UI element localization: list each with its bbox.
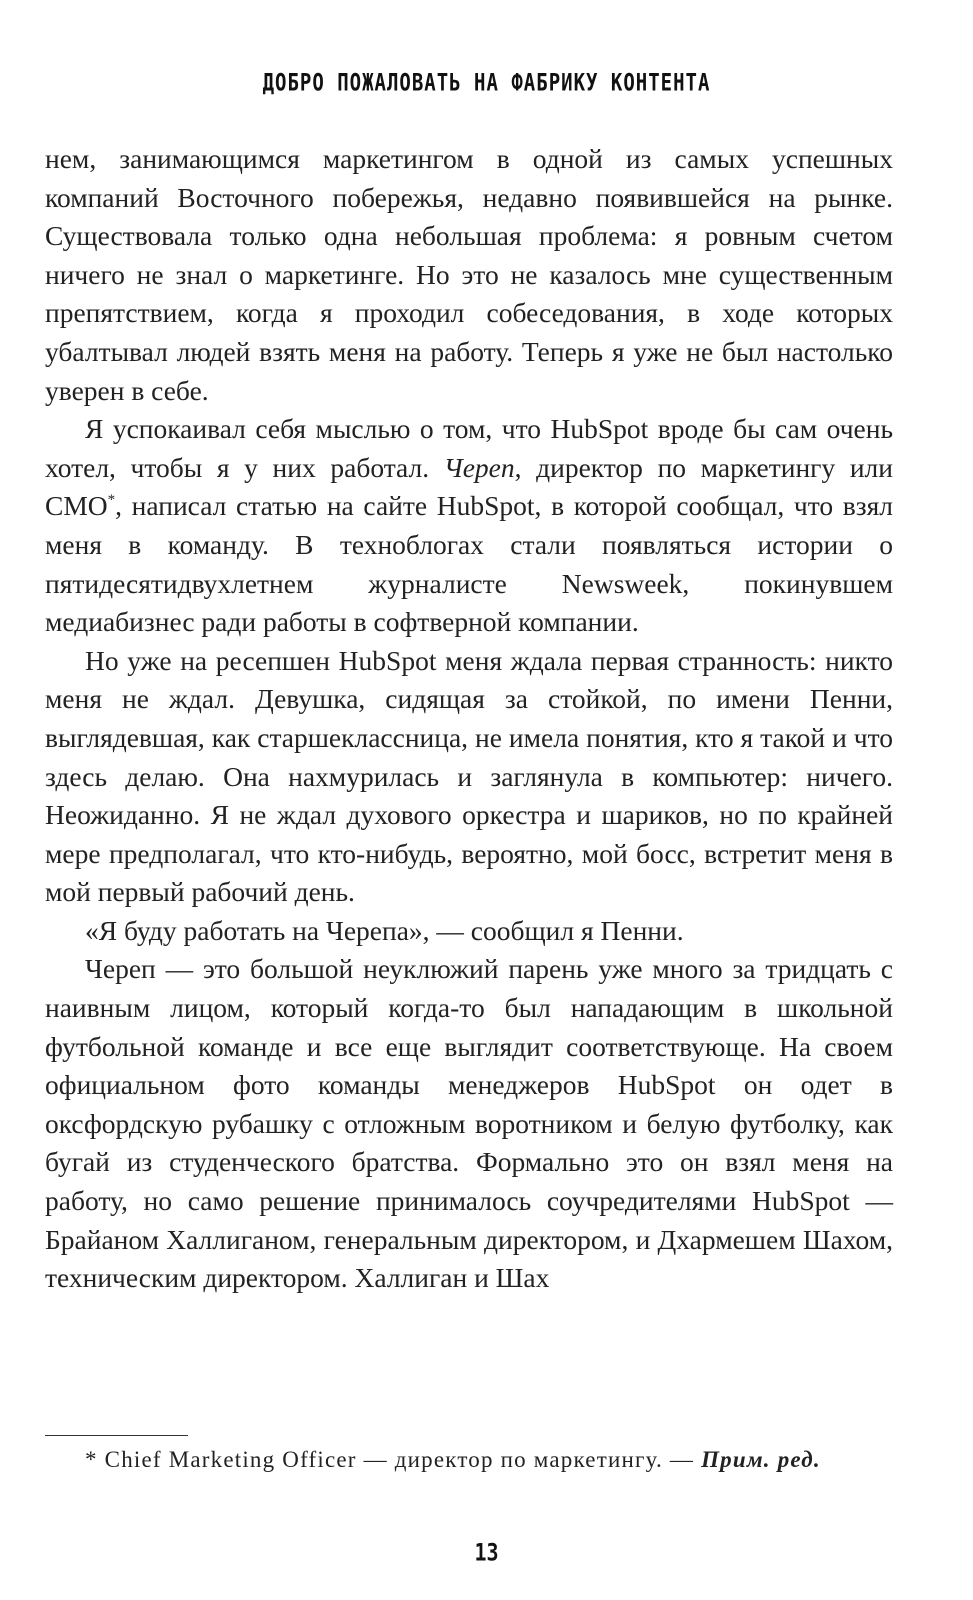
footnote-marker: * — [107, 492, 116, 509]
page-number: 13 — [474, 1537, 499, 1567]
running-head: ДОБРО ПОЖАЛОВАТЬ НА ФАБРИКУ КОНТЕНТА — [262, 69, 711, 97]
footnote-divider — [45, 1435, 188, 1436]
paragraph-2-part-1: Я успокаивал себя мыслью о том, что HubSpot вроде бы сам очень хотел, чтобы я у них работал. — [45, 413, 893, 483]
footnote-editor-note: Прим. ред. — [701, 1447, 821, 1472]
paragraph-2 — [45, 410, 893, 642]
paragraph-5: Череп — это большой неуклюжий парень уже много за тридцать с наивным лицом, который когда-то был нападающим в школьной футбольной команде и все еще выглядит соответствующе. На своем официальном фото команды менеджеров HubSpot он одет в оксфордскую рубашку с отложным воротником и белую футболку, как бугай из студенческого братства. Формально это он взял меня на работу, но само решение принималось соучредителями HubSpot — Брайаном Халлиганом, генеральным директором, и Дхармешем Шахом, техническим директором. Халлиган и Шах — [45, 953, 893, 1294]
paragraph-3: Но уже на ресепшен HubSpot меня ждала первая странность: никто меня не ждал. Девушка, сидящая за стойкой, по имени Пенни, выглядевшая, как старшеклассница, не имела понятия, кто я такой и что здесь делаю. Она нахмурилась и заглянула в компьютер: ничего. Неожиданно. Я не ждал духового оркестра и шариков, но по крайней мере предполагал, что кто-нибудь, вероятно, мой босс, встретит меня в мой первый рабочий день. — [45, 644, 893, 908]
paragraph-4: «Я буду работать на Черепа», — сообщил я Пенни. — [85, 914, 684, 946]
footnote — [45, 1443, 893, 1476]
paragraph-2-italic-name: Череп — [443, 451, 515, 483]
paragraph-2-part-2: , директор по маркетингу или CMO — [45, 451, 893, 522]
footnote-text: * Chief Marketing Officer — директор по маркетингу. — — [85, 1447, 702, 1472]
paragraph-1: нем, занимающимся маркетингом в одной из самых успешных компаний Восточного побережья, недавно появившейся на рынке. Существовала только одна небольшая проблема: я ровным счетом ничего не знал о маркетинге. Но это не казалось мне существенным препятствием, когда я проходил собеседования, в ходе которых убалтывал людей взять меня на работу. Теперь я уже не был настолько уверен в себе. — [45, 143, 893, 406]
paragraph-2-part-3: , написал статью на сайте HubSpot, в которой сообщал, что взял меня в команду. В техноблогах стали появляться истории о пятидесятидвухлетнем журналисте Newsweek, покинувшем медиабизнес ради работы в софтверной компании. — [45, 490, 893, 638]
body-text — [45, 140, 893, 1298]
